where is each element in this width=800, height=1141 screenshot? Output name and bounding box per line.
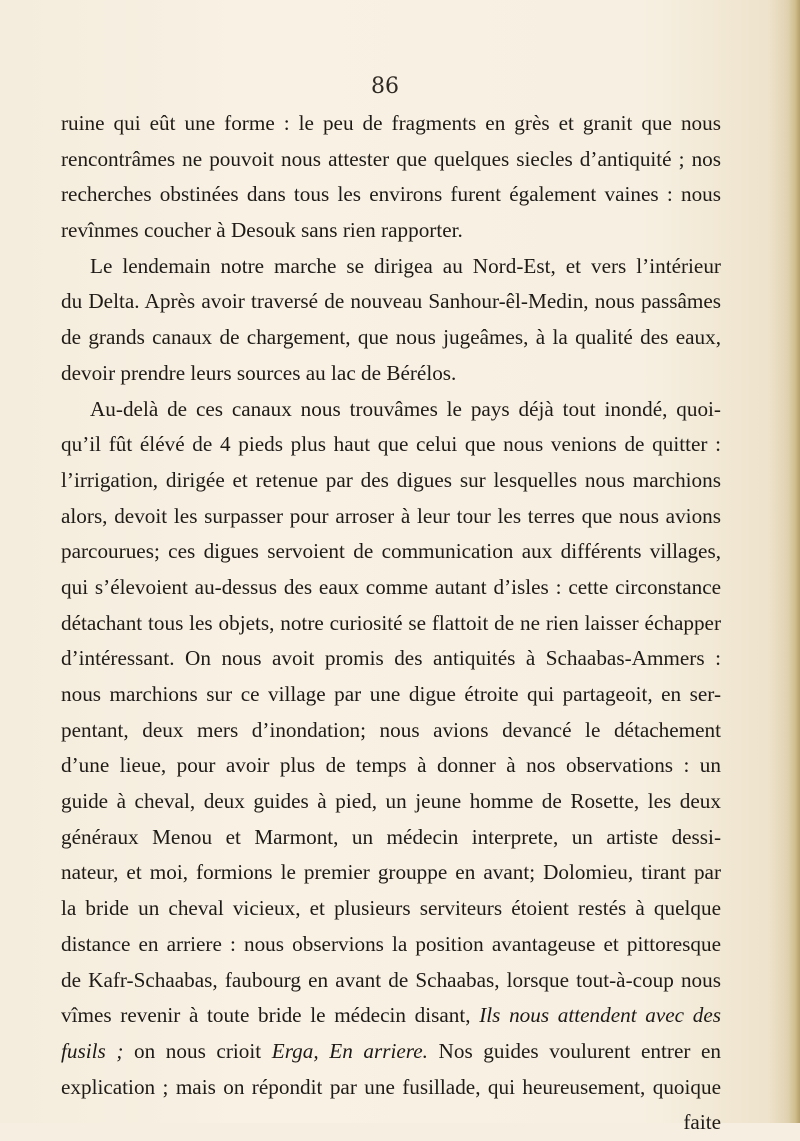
body-text	[61, 106, 721, 1141]
text-line: explication ; mais on répondit par une fusillade, qui heureusement, quoique	[61, 1074, 721, 1099]
text-run: vîmes revenir à toute bride le médecin disant,	[61, 1003, 471, 1028]
paragraph-3	[61, 392, 721, 1141]
text-line	[61, 1034, 721, 1070]
text-line: qui s’élevoient au-dessus des eaux comme autant d’isles : cette circonstance	[61, 574, 721, 599]
text-line: d’intéressant. On nous avoit promis des antiquités à Schaabas-Ammers :	[61, 646, 721, 671]
text-line: qu’il fût élévé de 4 pieds plus haut que celui que nous venions de quitter :	[61, 432, 721, 457]
text-line: guide à cheval, deux guides à pied, un jeune homme de Rosette, les deux	[61, 789, 721, 814]
text-line: la bride un cheval vicieux, et plusieurs serviteurs étoient restés à quelque	[61, 896, 721, 921]
paragraph-1	[61, 106, 721, 249]
text-line: devoir prendre leurs sources au lac de Bérélos.	[61, 360, 457, 385]
page-number: 86	[371, 74, 399, 99]
text-line: détachant tous les objets, notre curiosité se flattoit de ne rien laisser échapper	[61, 610, 721, 635]
text-line: distance en arriere : nous observions la position avantageuse et pittoresque	[61, 931, 721, 956]
text-line	[61, 998, 721, 1034]
paragraph-2	[61, 249, 721, 392]
text-line: alors, devoit les surpasser pour arroser à leur tour les terres que nous avions	[61, 503, 721, 528]
text-run: on nous crioit	[134, 1038, 262, 1063]
text-line: l’irrigation, dirigée et retenue par des digues sur lesquelles nous marchions	[61, 467, 721, 492]
text-line: parcourues; ces digues servoient de communication aux différents villages,	[61, 539, 721, 564]
text-line: Au-delà de ces canaux nous trouvâmes le pays déjà tout inondé, quoi-	[90, 396, 721, 421]
text-line: rencontrâmes ne pouvoit nous attester que quelques siecles d’antiquité ; nos	[61, 146, 721, 171]
text-line: recherches obstinées dans tous les environs furent également vaines : nous	[61, 182, 721, 207]
catchword: faite	[683, 1110, 721, 1135]
italic-quote: Erga, En arriere.	[271, 1038, 428, 1063]
text-line: ruine qui eût une forme : le peu de fragments en grès et granit que nous	[61, 111, 721, 135]
text-line: nateur, et moi, formions le premier grouppe en avant; Dolomieu, tirant par	[61, 860, 721, 885]
text-line: nous marchions sur ce village par une digue étroite qui partageoit, en ser-	[61, 682, 721, 706]
text-line: Le lendemain notre marche se dirigea au Nord-Est, et vers l’intérieur	[90, 253, 721, 278]
text-line: de grands canaux de chargement, que nous jugeâmes, à la qualité des eaux,	[61, 325, 721, 350]
text-line: du Delta. Après avoir traversé de nouveau Sanhour-êl-Medin, nous passâmes	[61, 289, 721, 314]
text-line: de Kafr-Schaabas, faubourg en avant de Schaabas, lorsque tout-à-coup nous	[61, 967, 721, 992]
text-line: pentant, deux mers d’inondation; nous avions devancé le détachement	[61, 717, 721, 742]
italic-quote: Ils nous attendent avec des	[479, 1003, 721, 1028]
text-line: généraux Menou et Marmont, un médecin interprete, un artiste dessi-	[61, 824, 721, 849]
italic-quote: fusils ;	[61, 1038, 124, 1063]
page-edge	[788, 0, 800, 1123]
text-line: revînmes coucher à Desouk sans rien rapporter.	[61, 218, 463, 243]
text-line: d’une lieue, pour avoir plus de temps à donner à nos observations : un	[61, 753, 721, 778]
text-run: Nos guides voulurent entrer en	[438, 1038, 722, 1063]
